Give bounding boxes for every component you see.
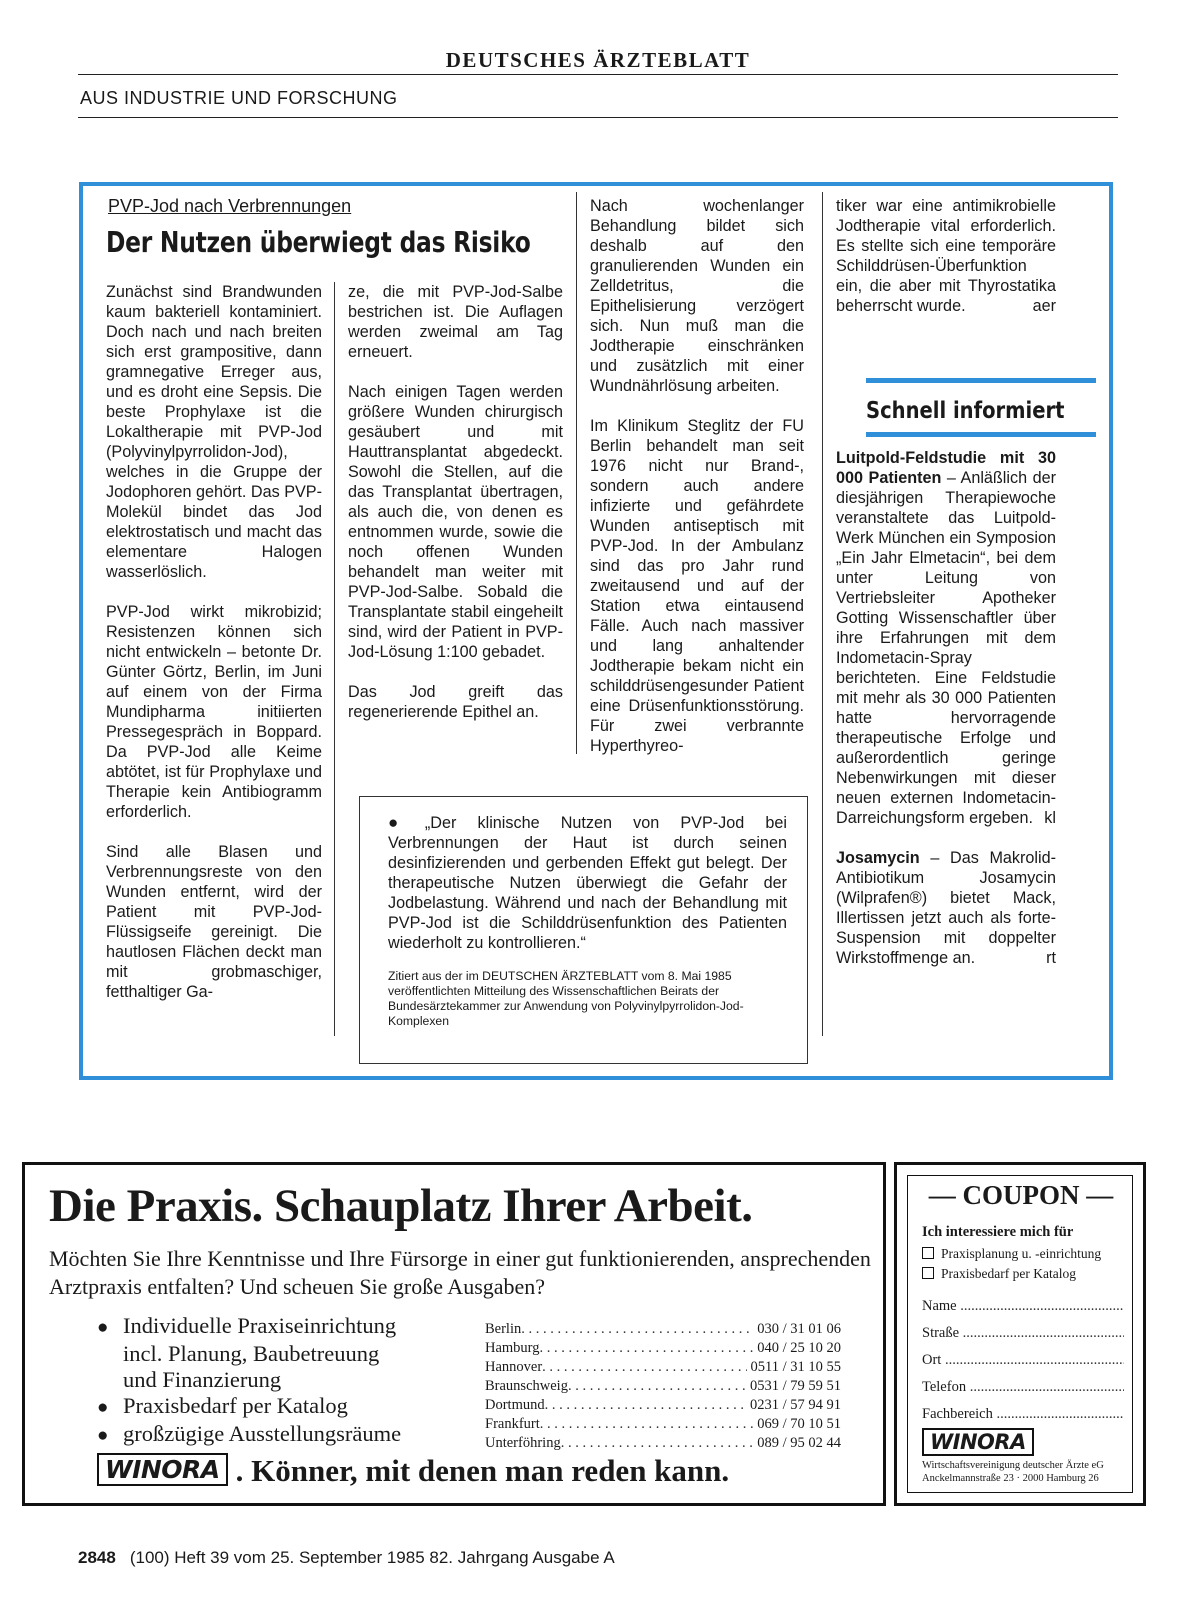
city-field[interactable]: Ort ..... [922,1352,1124,1369]
ad-bullet-continued: und Finanzierung [123,1367,282,1392]
sidebar-rule [866,378,1096,383]
department-field[interactable]: Fachbereich ..... [922,1406,1124,1423]
branch-row [485,1358,841,1377]
article-column-3 [590,196,804,776]
news-item-body: – Anläßlich der diesjährigen Therapiewoche veranstaltete das Luitpold-Werk München ein Symposion „Ein Jahr Elmetacin“, bei dem unter Leitung von Vertriebsleiter Apotheker Gotting Wissenschaftler über ihre Erfahrungen mit dem Indometacin-Spray berichteten. Eine Feldstudie mit mehr als 30 000 Patienten hatte hervorragende therapeutische Erfolge und außerordentlich geringe Nebenwirkungen mit dieser neuen externen Indometacin-Darreichungsform ergeben. [836,469,1056,827]
news-item [836,848,1056,968]
column-divider [334,282,335,1036]
branch-row [485,1339,841,1358]
phone-field[interactable]: Telefon ..... [922,1379,1124,1396]
column-divider [822,192,823,1036]
coupon [894,1162,1146,1506]
branch-city: Frankfurt [485,1416,540,1432]
quote-box [359,796,808,1064]
ad-tagline [97,1453,729,1489]
sidebar-rule [866,432,1096,437]
coupon-address-line: Wirtschaftsvereinigung deutscher Ärzte eG [922,1460,1104,1471]
branch-phone: 040 / 25 10 20 [757,1340,841,1356]
sidebar-news [836,448,1056,988]
article-headline: Der Nutzen überwiegt das Risiko [106,226,531,259]
quote-source: Zitiert aus der im DEUTSCHEN ÄRZTEBLATT vom 8. Mai 1985 veröffentlichten Mitteilung des Wissenschaftlichen Beirats der Bundesärztekammer zur Anwendung von Polyvinylpyrrolidon-Jod-Komplexen [388,969,744,1028]
quote-text: ● „Der klinische Nutzen von PVP-Jod bei Verbrennungen der Haut ist durch seinen desinfizierenden und gerbenden Effekt gut belegt. Der therapeutische Nutzen überwiegt die Gefahr der Jodbelastung. Während und nach der Behandlung mit PVP-Jod ist die Schilddrüsenfunktion des Patienten wiederholt zu kontrollieren.“ [388,813,787,953]
name-field[interactable]: Name ..... [922,1298,1124,1315]
branch-phone: 0231 / 57 94 91 [749,1397,841,1413]
branch-phone: 0511 / 31 10 55 [750,1359,841,1375]
column-divider [576,192,577,754]
ad-subline: Möchten Sie Ihre Kenntnisse und Ihre Fürsorge in einer gut funktionierenden, ansprechenden Arztpraxis entfalten? Und scheuen Sie große Ausgaben? [49,1246,871,1299]
street-field[interactable]: Straße ..... [922,1325,1124,1342]
article-column-1 [106,282,322,1022]
news-item [836,448,1056,828]
article-column-4 [836,196,1056,316]
branch-city: Unterföhring [485,1435,561,1451]
issue-info: (100) Heft 39 vom 25. September 1985 82. Jahrgang Ausgabe A [129,1548,615,1567]
ad-bullet: ● großzügige Ausstellungsräume [97,1421,401,1449]
news-item-title: Josamycin [836,849,920,867]
branch-row [485,1434,841,1453]
coupon-address [922,1459,1104,1485]
branch-city: Braunschweig [485,1378,568,1394]
branch-phone: 0531 / 79 59 51 [749,1378,841,1394]
article-paragraph: Nach einigen Tagen werden größere Wunden chirurgisch gesäubert und mit Hauttransplantat abgedeckt. Sowohl die Stellen, auf die das Transplantat übertragen, als auch die, von denen es entnommen wurde, sowie die noch offenen Wunden behandelt man weiter mit PVP-Jod-Salbe. Sobald die Transplantate stabil eingeheilt sind, wird der Patient in PVP-Jod-Lösung 1:100 gebadet. [348,383,563,661]
news-item-title: Luitpold-Feldstudie mit 30 000 Patienten [836,449,1056,487]
coupon-intro: Ich interessiere mich für [922,1224,1074,1240]
branch-city: Hamburg [485,1340,540,1356]
checkbox-praxisplanung[interactable]: Praxisplanung u. -einrichtung [922,1246,1101,1262]
masthead-rule [78,74,1118,75]
branch-row [485,1377,841,1396]
article-paragraph: ze, die mit PVP-Jod-Salbe bestrichen ist. Die Auflagen werden zweimal am Tag erneuert. [348,283,563,361]
page-footer [78,1548,615,1568]
ad-bullet-list [97,1313,401,1449]
page-number: 2848 [78,1548,116,1567]
ad-bullet-continued: incl. Planung, Baubetreuung [123,1341,380,1366]
article-paragraph: tiker war eine antimikrobielle Jodtherapie vital erforderlich. Es stellte sich eine temporäre Schilddrüsen-Überfunktion ein, die aber mit Thyrostatika beherrscht wurde. [836,197,1056,315]
coupon-title: — COUPON — [928,1180,1114,1210]
branch-city: Dortmund [485,1397,545,1413]
winora-logo: WINORA [922,1428,1034,1456]
coupon-address-line: Anckelmannstraße 23 · 2000 Hamburg 26 [922,1473,1099,1484]
branch-phone: 030 / 31 01 06 [757,1321,841,1337]
news-item-body: – Das Makrolid-Antibiotikum Josamycin (Wilprafen®) bietet Mack, Illertissen jetzt auch als forte-Suspension mit doppelter Wirkstoffmenge an. [836,849,1056,967]
article-paragraph: Das Jod greift das regenerierende Epithel an. [348,683,563,721]
winora-logo: WINORA [97,1453,228,1486]
article-paragraph: Zunächst sind Brandwunden kaum bakteriell kontaminiert. Doch nach und nach breiten sich erst grampositive, dann gramnegative Erreger aus, und es droht eine Sepsis. Die beste Prophylaxe ist die Lokaltherapie mit PVP-Jod (Polyvinylpyrrolidon-Jod), welches in die Gruppe der Jodophoren gehört. Das PVP-Molekül bindet das Jod elektrostatisch und macht das elementare Halogen wasserlöslich. [106,283,322,581]
branch-phone: 089 / 95 02 44 [757,1435,841,1451]
advertisement [22,1162,886,1506]
ad-bullet: ● Praxisbedarf per Katalog [97,1393,401,1421]
branch-row [485,1415,841,1434]
branch-phone: 069 / 70 10 51 [757,1416,841,1432]
branch-city: Hannover [485,1359,543,1375]
article-paragraph: Sind alle Blasen und Verbrennungsreste von den Wunden entfernt, wird der Patient mit PVP-Jod-Flüssigseife gereinigt. Die hautlosen Flächen deckt man mit grobmaschiger, fetthaltiger Ga- [106,843,322,1001]
section-rule [78,117,1118,118]
author-signature: kl [1044,809,1056,827]
branch-row [485,1320,841,1339]
checkbox-praxisbedarf[interactable]: Praxisbedarf per Katalog [922,1266,1076,1282]
coupon-frame [907,1175,1133,1493]
sidebar-title: Schnell informiert [866,398,1065,424]
article-paragraph: PVP-Jod wirkt mikrobizid; Resistenzen können sich nicht entwickeln – betonte Dr. Günter Görtz, Berlin, im Juni auf einem von der Firma Mundipharma initiierten Pressegespräch in Boppard. Da PVP-Jod alle Keime abtötet, ist für Prophylaxe und Therapie kein Antibiogramm erforderlich. [106,603,322,821]
article-column-2 [348,282,563,742]
branch-row [485,1396,841,1415]
section-title: AUS INDUSTRIE UND FORSCHUNG [80,88,398,108]
branch-city: Berlin [485,1321,522,1337]
author-signature: rt [1046,949,1056,967]
ad-headline: Die Praxis. Schauplatz Ihrer Arbeit. [49,1180,753,1232]
ad-tagline-text: . Könner, mit denen man reden kann. [235,1453,730,1488]
ad-bullet: ● Individuelle Praxiseinrichtung [97,1313,401,1341]
branch-list [485,1320,841,1453]
author-signature: aer [1032,297,1056,315]
article-paragraph: Nach wochenlanger Behandlung bildet sich deshalb auf den granulierenden Wunden ein Zelldetritus, die Epithelisierung verzögert sich. Nun muß man die Jodtherapie einschränken und zusätzlich mit einer Wundnährlösung arbeiten. [590,197,804,395]
article-kicker: PVP-Jod nach Verbrennungen [108,196,352,216]
masthead: DEUTSCHES ÄRZTEBLATT [445,48,751,72]
article-paragraph: Im Klinikum Steglitz der FU Berlin behandelt man seit 1976 nicht nur Brand-, sondern auch andere infizierte und gefährdete Wunden antiseptisch mit PVP-Jod. In der Ambulanz sind das pro Jahr rund zweitausend und auf der Station etwa eintausend Fälle. Auch nach massiver und lang anhaltender Jodtherapie bekam nicht ein schilddrüsengesunder Patient eine Drüsenfunktionsstörung. Für zwei verbrannte Hyperthyreo- [590,417,804,755]
